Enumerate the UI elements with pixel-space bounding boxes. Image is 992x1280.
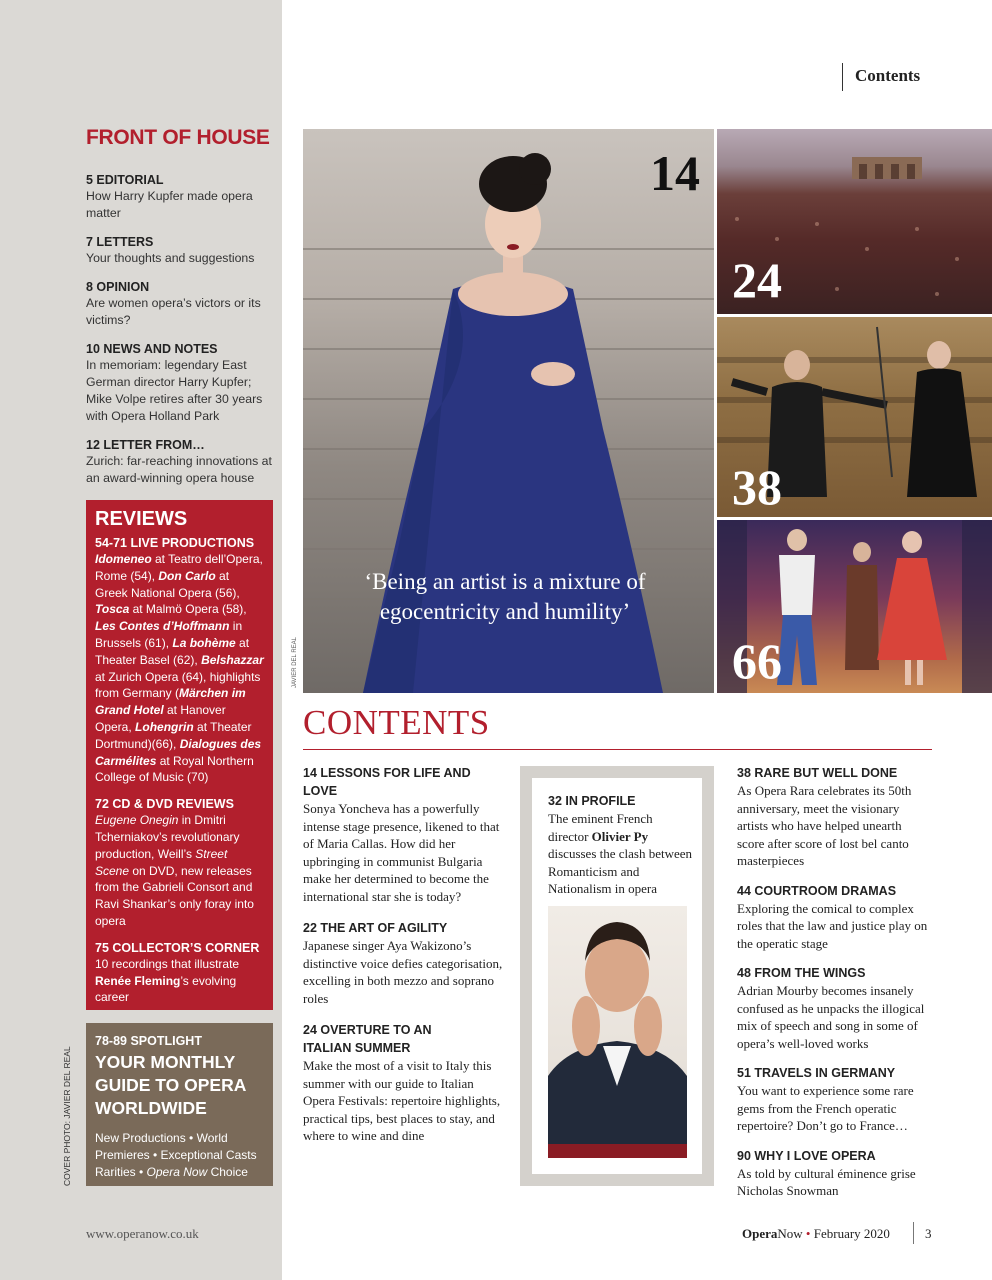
toc-desc: Your thoughts and suggestions bbox=[86, 251, 255, 265]
toc-entry[interactable] bbox=[737, 764, 932, 870]
toc-heading: 22 THE ART OF AGILITY bbox=[303, 921, 448, 935]
toc-heading: 90 WHY I LOVE OPERA bbox=[737, 1148, 876, 1163]
contents-title: CONTENTS bbox=[303, 703, 490, 742]
toc-heading: 10 NEWS AND NOTES bbox=[86, 342, 218, 356]
toc-entry[interactable] bbox=[86, 279, 276, 329]
toc-entry[interactable] bbox=[95, 796, 264, 930]
toc-heading: 54-71 LIVE PRODUCTIONS bbox=[95, 536, 255, 550]
toc-desc: As told by cultural éminence grise Nicholas Snowman bbox=[737, 1165, 916, 1198]
toc-desc: Are women opera’s victors or its victims? bbox=[86, 296, 261, 327]
spotlight-heading: 78-89 SPOTLIGHT bbox=[95, 1034, 202, 1048]
toc-entry[interactable] bbox=[86, 172, 276, 222]
cover-photo-credit: COVER PHOTO: JAVIER DEL REAL bbox=[62, 1046, 72, 1186]
toc-heading: 12 LETTER FROM… bbox=[86, 438, 205, 452]
toc-entry[interactable] bbox=[303, 764, 503, 905]
toc-heading: 8 OPINION bbox=[86, 280, 150, 294]
page-number: 3 bbox=[925, 1226, 932, 1241]
contents-right-column bbox=[737, 764, 932, 1214]
toc-heading: 32 IN PROFILE bbox=[548, 794, 636, 808]
toc-entry[interactable] bbox=[303, 1021, 503, 1145]
toc-desc: As Opera Rara celebrates its 50th anniversary, meet the visionary artists who have helped unearth score after score of lost bel canto masterpieces bbox=[737, 783, 912, 868]
toc-desc: How Harry Kupfer made opera matter bbox=[86, 189, 253, 220]
contents-rule bbox=[303, 749, 932, 750]
toc-desc: Eugene Onegin in Dmitri Tcherniakov’s revolutionary production, Weill’s Street Scene on DVD, new releases from the Gabrieli Consort and Ravi Shankar’s only foray into opera bbox=[95, 813, 254, 928]
portrait-illustration bbox=[548, 906, 687, 1158]
page-number-38: 38 bbox=[732, 459, 782, 515]
toc-heading: 24 OVERTURE TO AN ITALIAN SUMMER bbox=[303, 1023, 432, 1055]
toc-entry[interactable] bbox=[548, 792, 693, 912]
toc-entry[interactable] bbox=[737, 964, 932, 1052]
toc-entry[interactable] bbox=[86, 234, 276, 267]
toc-heading: 44 COURTROOM DRAMAS bbox=[737, 883, 897, 898]
front-of-house-title: FRONT OF HOUSE bbox=[86, 126, 270, 149]
spotlight-box[interactable] bbox=[86, 1023, 273, 1186]
toc-entry[interactable] bbox=[737, 882, 932, 953]
toc-entry[interactable] bbox=[86, 437, 276, 487]
toc-desc: Adrian Mourby becomes insanely confused as he unpacks the illogical mix of speech and song in some of opera’s well-loved works bbox=[737, 983, 925, 1051]
front-of-house-list bbox=[86, 172, 276, 499]
header-divider bbox=[842, 63, 843, 91]
toc-desc: Exploring the comical to complex roles that the law and justice play on the operatic stage bbox=[737, 900, 928, 951]
toc-desc: Make the most of a visit to Italy this summer with our guide to Italian Opera Festivals: repertoire highlights, practical tips, best places to stay, and where to wine and dine bbox=[303, 1058, 501, 1143]
toc-heading: 14 LESSONS FOR LIFE AND LOVE bbox=[303, 766, 471, 798]
profile-photo bbox=[548, 906, 687, 1158]
toc-desc: 10 recordings that illustrate Renée Fleming’s evolving career bbox=[95, 956, 240, 1005]
spotlight-desc-2: Rarities • Opera Now Choice bbox=[95, 1165, 248, 1179]
toc-heading: 7 LETTERS bbox=[86, 235, 154, 249]
footer-brand-date: OperaNow • February 2020 bbox=[742, 1226, 890, 1241]
toc-heading: 5 EDITORIAL bbox=[86, 173, 164, 187]
spotlight-title: YOUR MONTHLY GUIDE TO OPERA WORLDWIDE bbox=[95, 1052, 246, 1118]
toc-entry[interactable] bbox=[737, 1064, 932, 1135]
reviews-box bbox=[86, 500, 273, 1010]
page-number-66: 66 bbox=[732, 633, 782, 689]
toc-desc: Idomeneo at Teatro dell’Opera, Rome (54), Don Carlo at Greek National Opera (56), Tosca at Malmö Opera (58), Les Contes d’Hoffmann in Brussels (61), La bohème at Theater Basel (62), Belshazzar at Zurich Opera (64), highlights from Germany (Märchen im Grand Hotel at Hanover Opera, Lohengrin at Theater Dortmund)(66), Dialogues des Carmélites at Royal Northern College of Music (70) bbox=[95, 552, 264, 785]
contents-left-column bbox=[303, 764, 503, 1159]
toc-heading: 75 COLLECTOR’S CORNER bbox=[95, 940, 260, 955]
main-photo-credit: JAVIER DEL REAL bbox=[292, 636, 298, 688]
spotlight-desc: New Productions • World Premieres • Exceptional Casts bbox=[95, 1131, 257, 1162]
toc-desc: In memoriam: legendary East German director Harry Kupfer; Mike Volpe retires after 30 years with Opera Holland Park bbox=[86, 358, 263, 423]
toc-heading: 38 RARE BUT WELL DONE bbox=[737, 766, 898, 780]
toc-heading: 48 FROM THE WINGS bbox=[737, 966, 866, 980]
toc-entry[interactable] bbox=[737, 1147, 932, 1200]
toc-entry[interactable] bbox=[86, 341, 276, 425]
toc-entry[interactable] bbox=[95, 535, 264, 786]
toc-desc: Zurich: far-reaching innovations at an award-winning opera house bbox=[86, 454, 272, 485]
toc-entry[interactable] bbox=[95, 940, 264, 1006]
reviews-title: REVIEWS bbox=[95, 508, 188, 530]
toc-heading: 51 TRAVELS IN GERMANY bbox=[737, 1066, 896, 1080]
toc-desc: The eminent French director Olivier Py discusses the clash between Romanticism and Nationalism in opera bbox=[548, 811, 693, 896]
toc-desc: You want to experience some rare gems from the French operatic repertoire? Don’t go to France… bbox=[737, 1083, 914, 1133]
toc-desc: Japanese singer Aya Wakizono’s distinctive voice defies categorisation, excelling in both mezzo and soprano roles bbox=[303, 938, 503, 1006]
footer-divider bbox=[913, 1222, 914, 1244]
toc-heading: 72 CD & DVD REVIEWS bbox=[95, 797, 234, 812]
footer-url[interactable]: www.operanow.co.uk bbox=[86, 1226, 199, 1241]
toc-desc: Sonya Yoncheva has a powerfully intense stage presence, likened to that of Maria Callas. How did her upbringing in communist Bulgaria make her determined to become the international star she is today? bbox=[303, 801, 500, 904]
section-title: Contents bbox=[855, 66, 921, 85]
toc-entry[interactable] bbox=[303, 919, 503, 1007]
page-number-14: 14 bbox=[650, 145, 700, 201]
pull-quote: ‘Being an artist is a mixture of egocentricity and humility’ bbox=[364, 569, 646, 624]
page-number-24: 24 bbox=[732, 252, 782, 308]
